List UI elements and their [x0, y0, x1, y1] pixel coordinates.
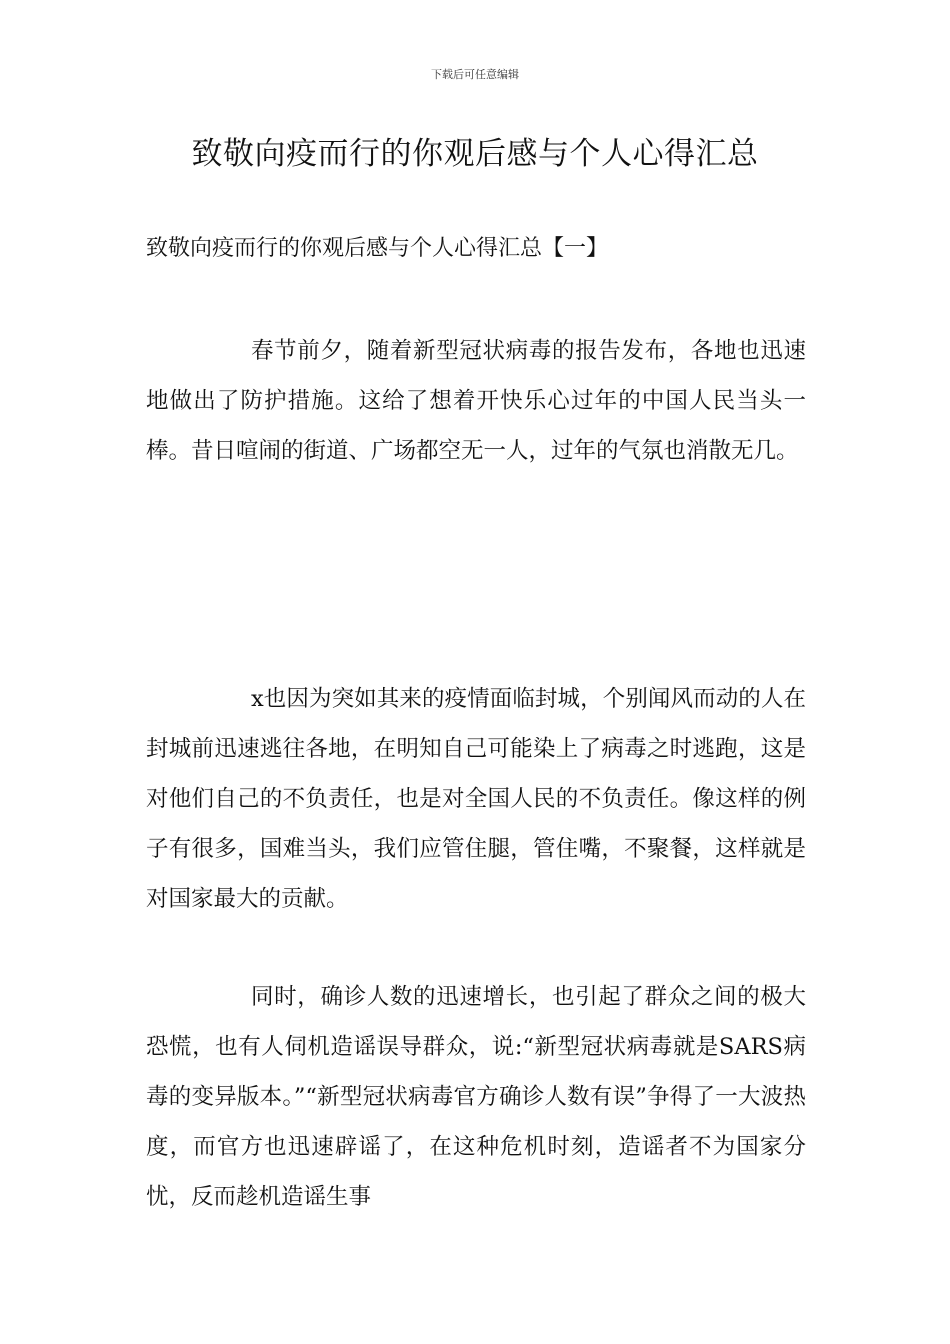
document-title: 致敬向疫而行的你观后感与个人心得汇总	[191, 136, 759, 172]
header-note: 下载后可任意编辑	[431, 68, 519, 81]
section-heading: 致敬向疫而行的你观后感与个人心得汇总【一】	[146, 236, 609, 261]
paragraph-3: 同时，确诊人数的迅速增长，也引起了群众之间的极大恐慌，也有人伺机造谣误导群众，说:“新型冠状病毒就是SARS病毒的变异版本。”“新型冠状病毒官方确诊人数有误”争得了一大波热度，而官方也迅速辟谣了，在这种危机时刻，造谣者不为国家分忧，反而趁机造谣生事	[146, 984, 806, 1210]
paragraph-1: 春节前夕，随着新型冠状病毒的报告发布，各地也迅速地做出了防护措施。这给了想着开快乐心过年的中国人民当头一棒。昔日喧闹的街道、广场都空无一人，过年的气氛也消散无几。	[146, 338, 806, 464]
paragraph-2: x也因为突如其来的疫情面临封城，个别闻风而动的人在封城前迅速逃往各地，在明知自己可能染上了病毒之时逃跑，这是对他们自己的不负责任，也是对全国人民的不负责任。像这样的例子有很多，国难当头，我们应管住腿，管住嘴，不聚餐，这样就是对国家最大的贡献。	[146, 686, 806, 912]
